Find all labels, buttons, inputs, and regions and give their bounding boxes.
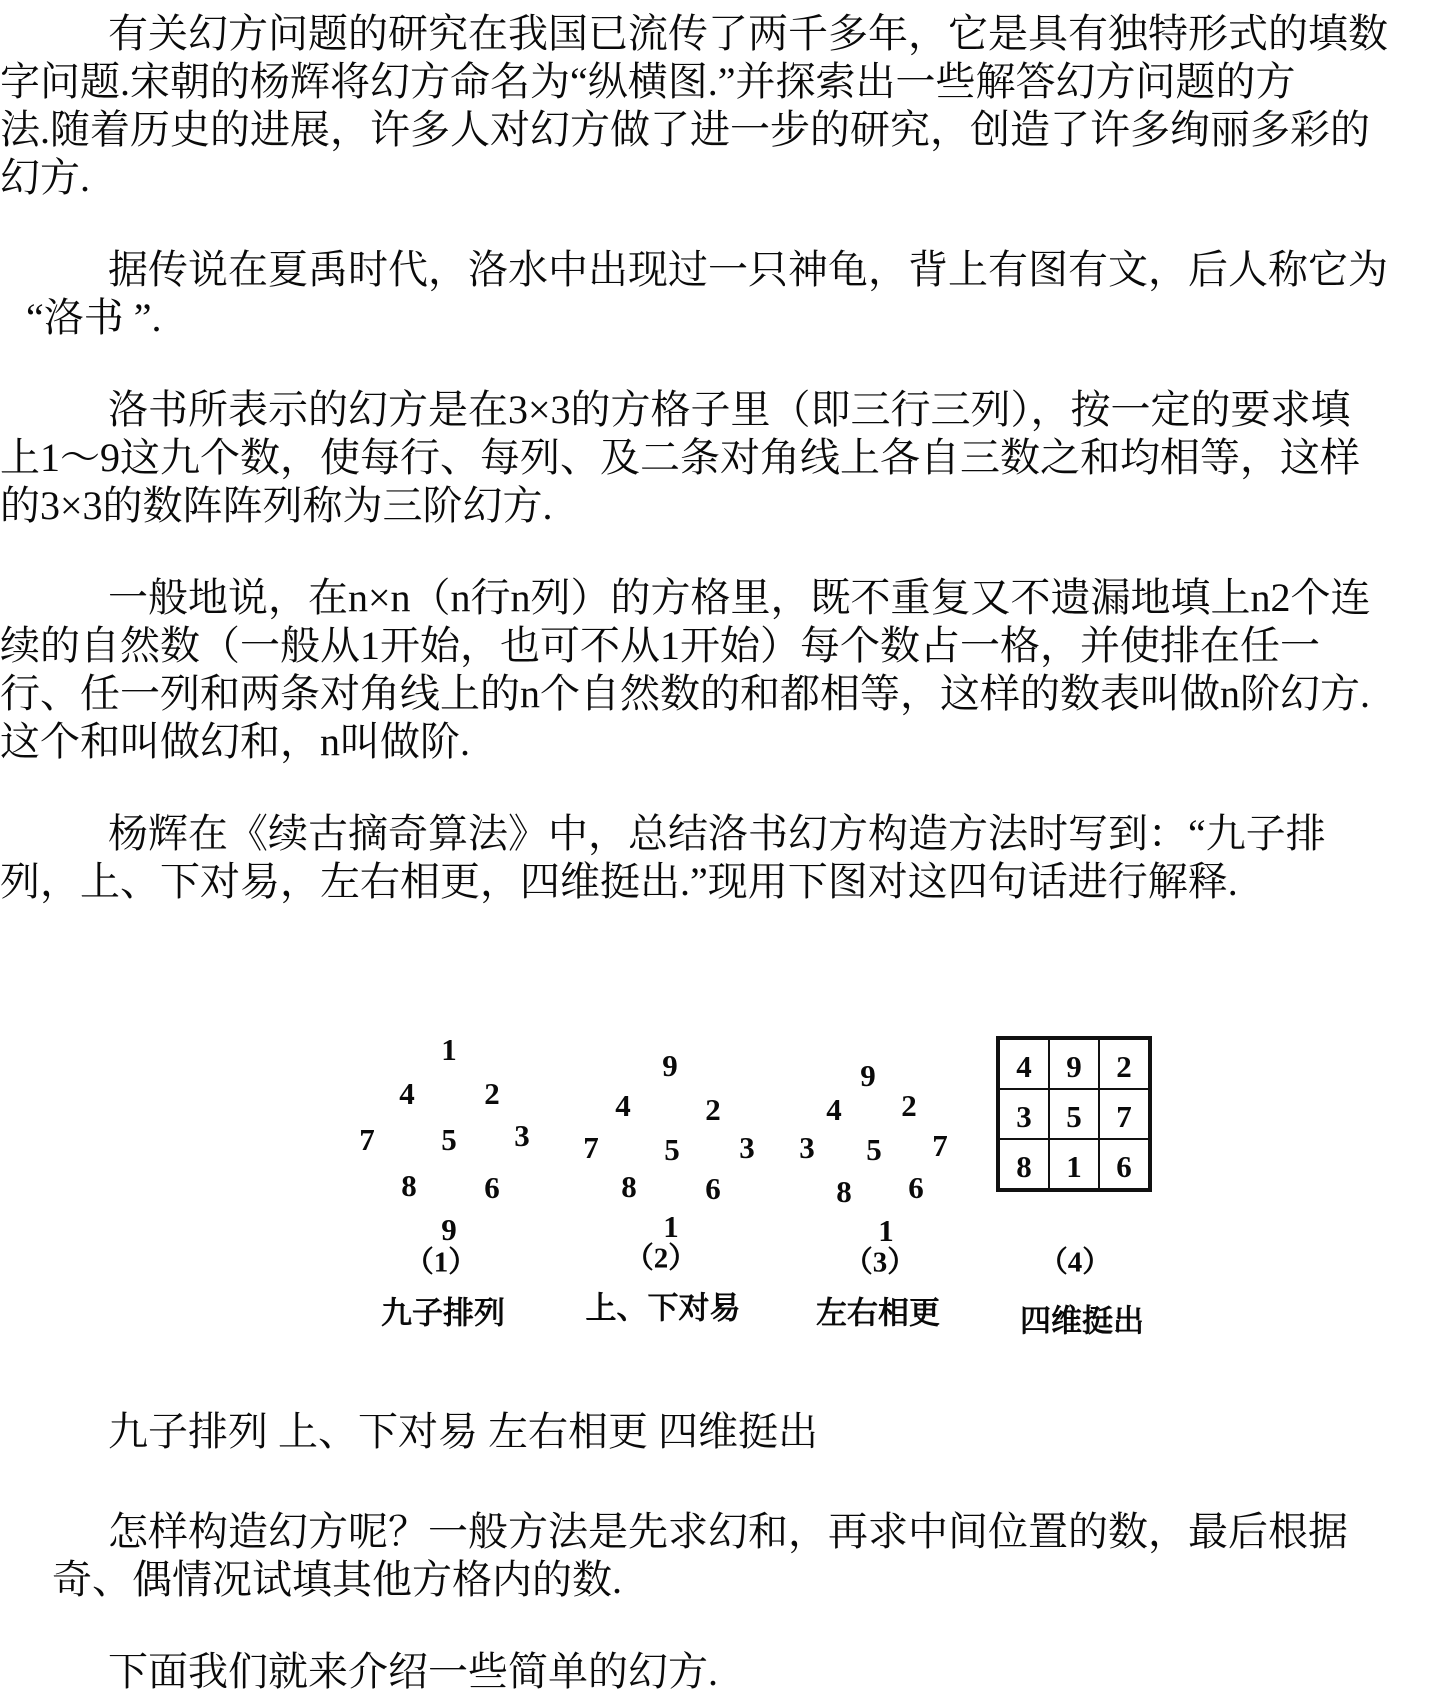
- text-line: 幻方.: [0, 155, 90, 200]
- paragraph-5: [0, 810, 1430, 906]
- magic-square-grid: [996, 1036, 1152, 1192]
- paragraph-4: [0, 574, 1430, 766]
- figure3-number: 7: [932, 1128, 948, 1163]
- text-line: 这个和叫做幻和，n叫做阶.: [0, 719, 470, 764]
- figure2-caption: 上、下对易: [585, 1290, 741, 1326]
- figure2-number: 8: [621, 1169, 637, 1204]
- text-line: 法.随着历史的进展，许多人对幻方做了进一步的研究，创造了许多绚丽多彩的: [0, 107, 1370, 152]
- paragraph-1: [0, 10, 1430, 202]
- figure1-number: 1: [441, 1032, 457, 1067]
- figure2-number: 5: [664, 1132, 680, 1167]
- paragraph-7: [0, 1508, 1430, 1604]
- document-body: [0, 10, 1430, 1696]
- text-line: 一般地说，在n×n（n行n列）的方格里，既不重复又不遗漏地填上n2个连: [108, 575, 1371, 620]
- grid-cell: 1: [1049, 1139, 1099, 1189]
- figure2-number: 3: [739, 1130, 755, 1165]
- text-line: 洛书所表示的幻方是在3×3的方格子里（即三行三列），按一定的要求填: [108, 387, 1351, 432]
- figure1-number: 6: [484, 1170, 500, 1205]
- figure4-label: （4）: [1038, 1246, 1112, 1279]
- text-line: 上1～9这九个数，使每行、每列、及二条对角线上各自三数之和均相等，这样: [0, 435, 1360, 480]
- figure-strip: [0, 1018, 1430, 1348]
- text-line: 有关幻方问题的研究在我国已流传了两千多年，它是具有独特形式的填数: [108, 11, 1388, 56]
- figure2-number: 4: [615, 1088, 631, 1123]
- figure3-number: 8: [836, 1174, 852, 1209]
- grid-cell: 9: [1049, 1039, 1099, 1089]
- grid-cell: 8: [999, 1139, 1049, 1189]
- text-line: 下面我们就来介绍一些简单的幻方.: [108, 1649, 718, 1694]
- text-line: 列，上、下对易，左右相更，四维挺出.”现用下图对这四句话进行解释.: [0, 859, 1238, 904]
- figure3-number: 2: [901, 1088, 917, 1123]
- figure3-number: 3: [799, 1130, 815, 1165]
- text-line: 杨辉在《续古摘奇算法》中，总结洛书幻方构造方法时写到：“九子排: [108, 811, 1326, 856]
- paragraph-6: [0, 1408, 1430, 1456]
- text-line: 据传说在夏禹时代，洛水中出现过一只神龟，背上有图有文，后人称它为: [108, 247, 1388, 292]
- figure3-number: 4: [826, 1092, 842, 1127]
- figure1-number: 8: [401, 1168, 417, 1203]
- grid-cell: 5: [1049, 1089, 1099, 1139]
- figure2-number: 2: [705, 1092, 721, 1127]
- figure1-label: （1）: [404, 1246, 478, 1279]
- figure2-number: 1: [663, 1209, 679, 1244]
- figure3-caption: 左右相更: [816, 1295, 940, 1331]
- grid-cell: 4: [999, 1039, 1049, 1089]
- grid-cell: 3: [999, 1089, 1049, 1139]
- figure3-number: 9: [860, 1058, 876, 1093]
- figure1-number: 9: [441, 1212, 457, 1247]
- grid-cell: 7: [1099, 1089, 1149, 1139]
- figure1-number: 7: [359, 1122, 375, 1157]
- grid-cell: 2: [1099, 1039, 1149, 1089]
- figure3-number: 6: [908, 1170, 924, 1205]
- figure1-number: 4: [399, 1076, 415, 1111]
- paragraph-2: [0, 246, 1430, 342]
- figure2-number: 7: [583, 1130, 599, 1165]
- figure3-number: 5: [866, 1132, 882, 1167]
- figure3-label: （3）: [843, 1246, 917, 1279]
- figure1-number: 5: [441, 1122, 457, 1157]
- text-line: 的3×3的数阵阵列称为三阶幻方.: [0, 483, 553, 528]
- figure3-number: 1: [878, 1213, 894, 1248]
- figure2-number: 6: [705, 1171, 721, 1206]
- text-line: 奇、偶情况试填其他方格内的数.: [52, 1557, 622, 1602]
- figure2-number: 9: [662, 1048, 678, 1083]
- text-line: 行、任一列和两条对角线上的n个自然数的和都相等，这样的数表叫做n阶幻方.: [0, 671, 1370, 716]
- figure4-caption: 四维挺出: [1020, 1303, 1144, 1339]
- figure1-number: 3: [514, 1118, 530, 1153]
- figure2-label: （2）: [624, 1242, 698, 1275]
- paragraph-8: [0, 1648, 1430, 1696]
- grid-cell: 6: [1099, 1139, 1149, 1189]
- paragraph-3: [0, 386, 1430, 530]
- text-line: 九子排列 上、下对易 左右相更 四维挺出: [108, 1409, 818, 1454]
- text-line: 字问题.宋朝的杨辉将幻方命名为“纵横图.”并探索出一些解答幻方问题的方: [0, 59, 1296, 104]
- text-line: 续的自然数（一般从1开始，也可不从1开始）每个数占一格，并使排在任一: [0, 623, 1320, 668]
- text-line: “洛书 ”.: [26, 295, 162, 340]
- figure1-caption: 九子排列: [381, 1295, 505, 1331]
- text-line: 怎样构造幻方呢？一般方法是先求幻和，再求中间位置的数，最后根据: [108, 1509, 1348, 1554]
- figure1-number: 2: [484, 1076, 500, 1111]
